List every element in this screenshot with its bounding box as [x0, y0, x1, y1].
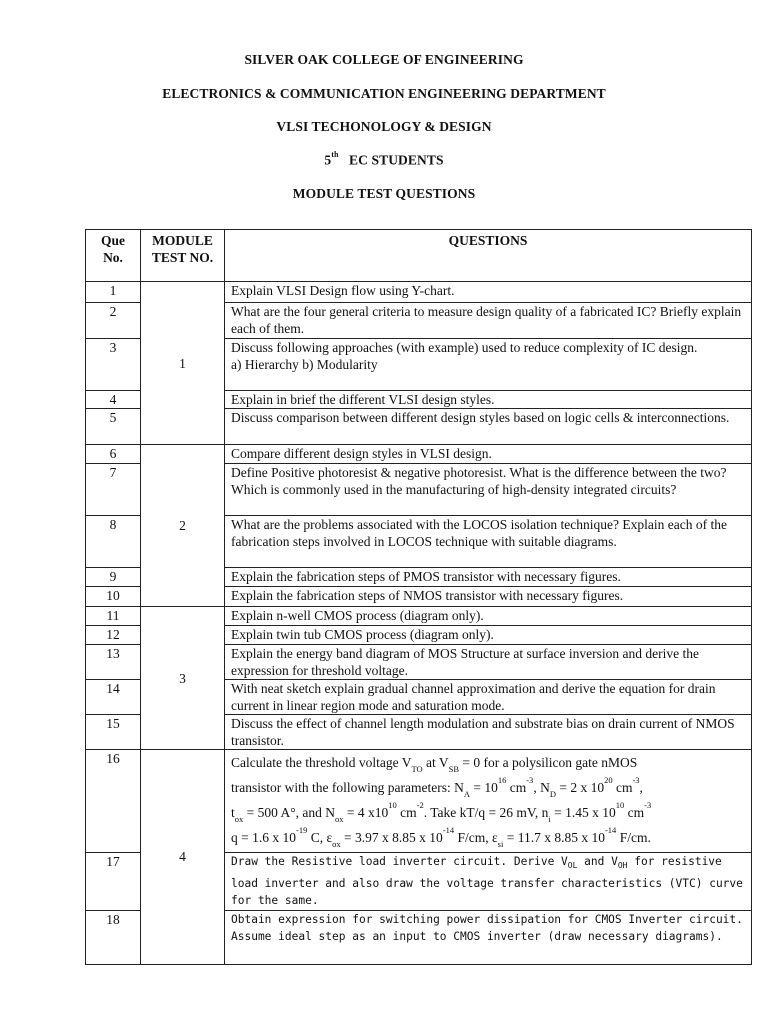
module-number: 2: [141, 445, 225, 607]
question-text: Draw the Resistive load inverter circuit. Derive $V_{OL}$ and $V_{OH}$ for resistive load inverter and also draw the voltage transfer characteristics (VTC) curve for the same.: [225, 853, 752, 911]
department-name: ELECTRONICS & COMMUNICATION ENGINEERING DEPARTMENT: [162, 86, 606, 101]
calc-line-3: $t_{ox} = 500$ A°, and $N_{ox} = 4$ $x10^{10}$ $cm^{-2}$. Take kT/q = 26 mV, $n_i = 1.45$ x $10^{10}$ $cm^{-3}$: [231, 800, 652, 824]
calc-line-4: q = 1.6 x $10^{-19}$ C, $\varepsilon_{ox} = 3.97$ x 8.85 x $10^{-14}$ F/cm, $\varepsilon_{si} = 11.7$ x 8.85 x $10^{-14}$ F/cm.: [231, 825, 651, 849]
question-number: 16: [86, 750, 141, 853]
question-text: What are the problems associated with the LOCOS isolation technique? Explain each of the fabrication steps involved in LOCOS technique with suitable diagrams.: [225, 516, 752, 568]
question-number: 18: [86, 910, 141, 964]
question-number: 4: [86, 391, 141, 409]
module-number: 4: [141, 750, 225, 965]
calc-line-2: transistor with the following parameters: $N_A = 10^{16}$ $cm^{-3}$, $N_D = 2$ x $10^{20}$ $cm^{-3}$,: [231, 775, 643, 799]
module-number: 3: [141, 607, 225, 750]
table-row: [86, 282, 752, 303]
question-number: 17: [86, 853, 141, 911]
question-number: 12: [86, 626, 141, 645]
question-text: Discuss the effect of channel length modulation and substrate bias on drain current of NMOS transistor.: [225, 715, 752, 750]
question-number: 15: [86, 715, 141, 750]
table-row: [86, 445, 752, 464]
subject-title: VLSI TECHONOLOGY & DESIGN: [276, 119, 492, 134]
question-number: 8: [86, 516, 141, 568]
question-text: Explain the fabrication steps of NMOS transistor with necessary figures.: [225, 587, 752, 607]
question-text-main: Discuss following approaches (with example) used to reduce complexity of IC design.: [231, 340, 698, 355]
semester-line: [0, 152, 768, 169]
question-text: Explain n-well CMOS process (diagram only).: [225, 607, 752, 626]
question-text: Explain the energy band diagram of MOS Structure at surface inversion and derive the expression for threshold voltage.: [225, 645, 752, 680]
question-number: 7: [86, 464, 141, 516]
question-text-options: a) Hierarchy b) Modularity: [231, 357, 378, 372]
table-row: [86, 750, 752, 853]
question-text: Define Positive photoresist & negative photoresist. What is the difference between the two? Which is commonly used in the manufacturing of high-density integrated circuits?: [225, 464, 752, 516]
question-number: 14: [86, 680, 141, 715]
question-text: Discuss comparison between different design styles based on logic cells & interconnections.: [225, 409, 752, 445]
question-text: What are the four general criteria to measure design quality of a fabricated IC? Briefly explain each of them.: [225, 303, 752, 339]
question-text: Explain VLSI Design flow using Y-chart.: [225, 282, 752, 303]
question-text: With neat sketch explain gradual channel approximation and derive the equation for drain current in linear region mode and saturation mode.: [225, 680, 752, 715]
question-number: 1: [86, 282, 141, 303]
question-text: Obtain expression for switching power dissipation for CMOS Inverter circuit. Assume ideal step as an input to CMOS inverter (draw necessary diagrams).: [225, 910, 752, 964]
module-number: 1: [141, 282, 225, 445]
question-text: Explain the fabrication steps of PMOS transistor with necessary figures.: [225, 568, 752, 587]
question-number: 6: [86, 445, 141, 464]
calc-line-1: Calculate the threshold voltage $V_{TO}$ at $V_{SB} = 0$ for a polysilicon gate nMOS: [231, 755, 638, 774]
question-number: 2: [86, 303, 141, 339]
question-text: [225, 339, 752, 391]
question-text: Explain twin tub CMOS process (diagram only).: [225, 626, 752, 645]
question-number: 11: [86, 607, 141, 626]
question-number: 10: [86, 587, 141, 607]
semester-suffix: th: [331, 150, 339, 159]
header-que-no: Que No.: [86, 230, 141, 282]
question-number: 3: [86, 339, 141, 391]
table-row: [86, 607, 752, 626]
header-module-test-no: MODULE TEST NO.: [141, 230, 225, 282]
document-title: MODULE TEST QUESTIONS: [292, 186, 476, 201]
college-name: SILVER OAK COLLEGE OF ENGINEERING: [244, 52, 524, 67]
questions-table: [85, 229, 752, 965]
question-number: 13: [86, 645, 141, 680]
question-number: 9: [86, 568, 141, 587]
question-text: Compare different design styles in VLSI design.: [225, 445, 752, 464]
table-header-row: [86, 230, 752, 282]
question-text: Explain in brief the different VLSI design styles.: [225, 391, 752, 409]
semester-number: 5: [324, 152, 332, 168]
header-questions: QUESTIONS: [225, 230, 752, 282]
question-number: 5: [86, 409, 141, 445]
semester-text: EC STUDENTS: [349, 152, 444, 168]
question-text: [225, 750, 752, 853]
